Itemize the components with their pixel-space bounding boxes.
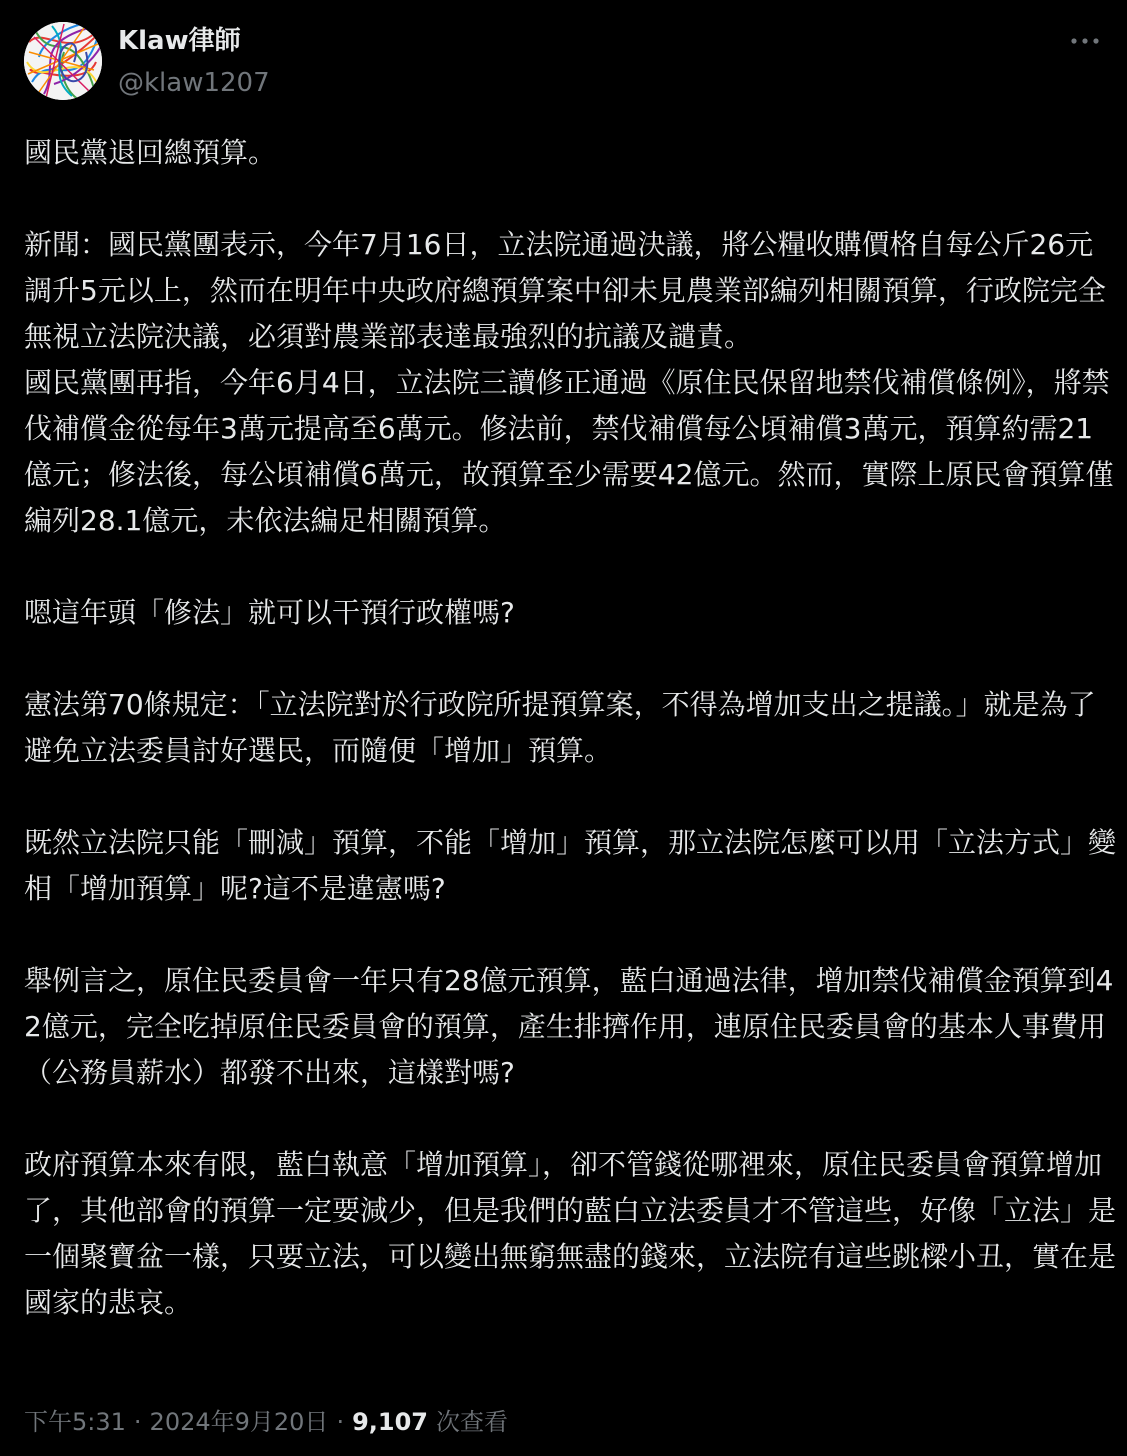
tweet-date[interactable]: 2024年9月20日: [149, 1408, 329, 1436]
tweet-time[interactable]: 下午5:31: [24, 1408, 126, 1436]
views-label: 次查看: [436, 1408, 508, 1436]
more-horizontal-icon: [1067, 28, 1103, 54]
footer-separator: ·: [133, 1408, 142, 1436]
views-count: 9,107: [352, 1408, 428, 1436]
tweet-paragraph-3: 國民黨團再指，今年6月4日，立法院三讀修正通過《原住民保留地禁伐補償條例》，將禁伐補償金從每年3萬元提高至6萬元。修法前，禁伐補償每公頃補償3萬元，預算約需21億元；修法後，每公頃補償6萬元，故預算至少需要42億元。然而，實際上原民會預算僅編列28.1億元，未依法編足相關預算。: [24, 366, 1114, 537]
author-display-name[interactable]: Klaw律師: [118, 26, 241, 56]
tweet-header: [24, 22, 1107, 102]
tweet-paragraph-4: 嗯這年頭「修法」就可以干預行政權嗎?: [24, 596, 515, 629]
tweet-paragraph-1: 國民黨退回總預算。: [24, 136, 277, 169]
more-options-button[interactable]: [1067, 28, 1103, 54]
tweet-paragraph-8: 政府預算本來有限，藍白執意「增加預算」，卻不管錢從哪裡來，原住民委員會預算增加了，其他部會的預算一定要減少，但是我們的藍白立法委員才不管這些，好像「立法」是一個聚寶盆一樣，只要立法，可以變出無窮無盡的錢來，立法院有這些跳樑小丑，實在是國家的悲哀。: [24, 1148, 1117, 1319]
tweet-paragraph-5: 憲法第70條規定：「立法院對於行政院所提預算案，不得為增加支出之提議。」就是為了避免立法委員討好選民，而隨便「增加」預算。: [24, 688, 1096, 767]
tweet-paragraph-2: 新聞：國民黨團表示，今年7月16日，立法院通過決議，將公糧收購價格自每公斤26元調升5元以上，然而在明年中央政府總預算案中卻未見農業部編列相關預算，行政院完全無視立法院決議，必須對農業部表達最強烈的抗議及譴責。: [24, 228, 1106, 353]
user-meta: [118, 24, 270, 100]
tweet-paragraph-7: 舉例言之，原住民委員會一年只有28億元預算，藍白通過法律，增加禁伐補償金預算到42億元，完全吃掉原住民委員會的預算，產生排擠作用，連原住民委員會的基本人事費用（公務員薪水）都發不出來，這樣對嗎?: [24, 964, 1114, 1089]
tweet-footer: [24, 1404, 508, 1440]
scribble-avatar-icon[interactable]: [24, 22, 102, 100]
tweet-paragraph-6: 既然立法院只能「刪減」預算，不能「增加」預算，那立法院怎麼可以用「立法方式」變相「增加預算」呢?這不是違憲嗎?: [24, 826, 1117, 905]
tweet-text: [24, 130, 1119, 1326]
author-handle[interactable]: @klaw1207: [118, 68, 270, 98]
footer-separator: ·: [336, 1408, 345, 1436]
